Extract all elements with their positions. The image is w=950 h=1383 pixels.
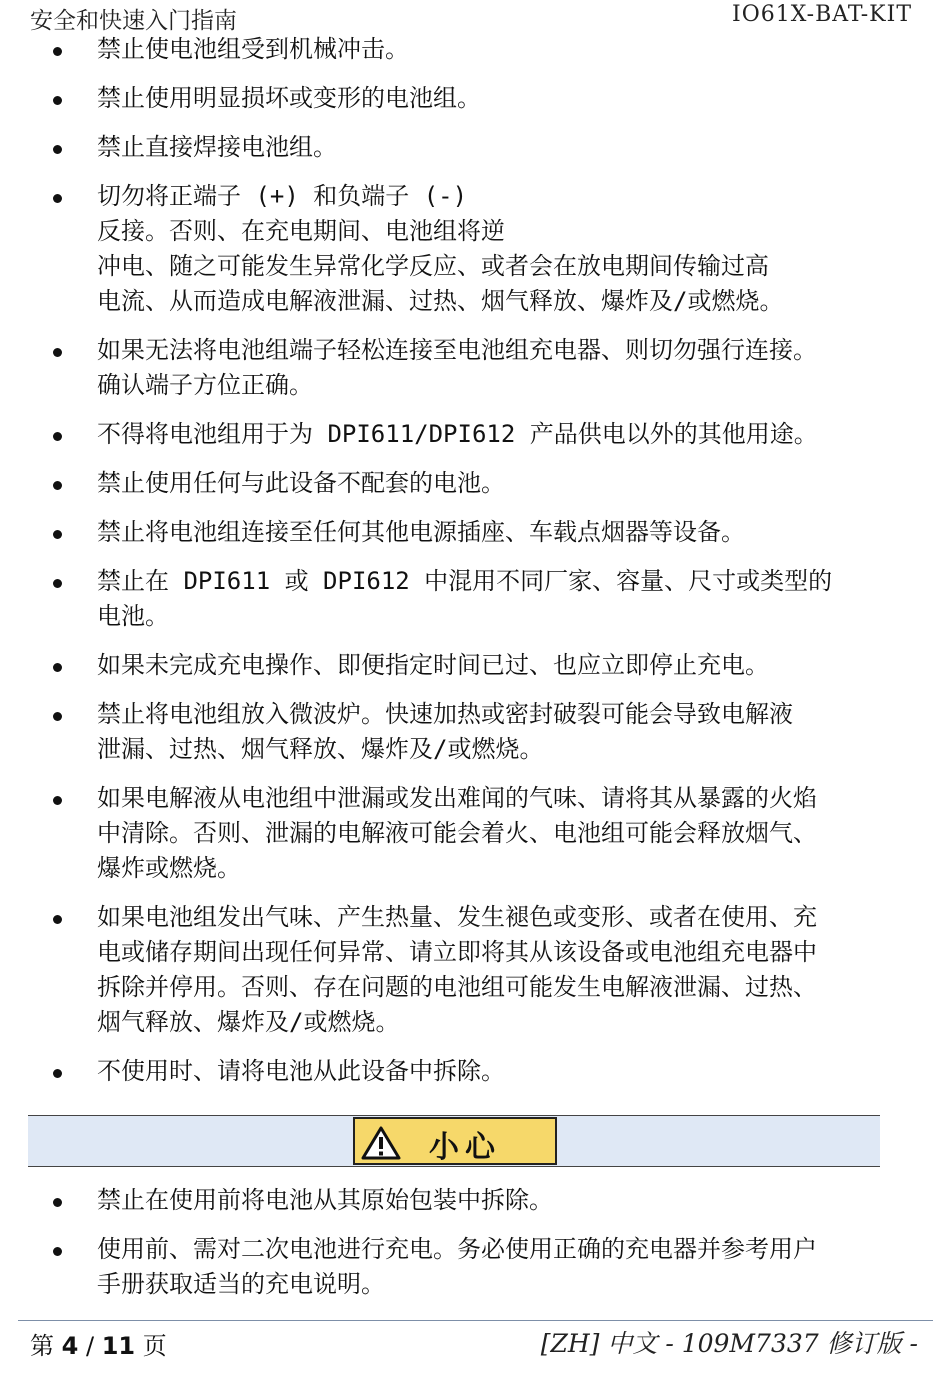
page-total: 11 xyxy=(101,1332,136,1360)
list-item-text: 禁止使用任何与此设备不配套的电池。 xyxy=(97,469,505,497)
list-item-text: 切勿将正端子 (+) 和负端子 (-) 反接。否则、在充电期间、电池组将逆 冲电、随之可能发生异常化学反应、或者会在放电期间传输过高 电流、从而造成电解液泄漏、过热、烟气释放、爆炸及/或燃烧。 xyxy=(97,182,784,315)
document-revision-info: [ZH] 中文 - 109M7337 修订版 - xyxy=(540,1329,918,1358)
warning-triangle-icon xyxy=(361,1126,401,1160)
bullet-dot-icon xyxy=(53,712,62,721)
list-item xyxy=(0,1232,950,1302)
bullet-dot-icon xyxy=(53,348,62,357)
document-title: 安全和快速入门指南 xyxy=(30,8,237,34)
bullet-dot-icon xyxy=(53,915,62,924)
bullet-dot-icon xyxy=(53,481,62,490)
list-item-text: 如果无法将电池组端子轻松连接至电池组充电器、则切勿强行连接。 确认端子方位正确。 xyxy=(97,336,817,399)
bullet-dot-icon xyxy=(53,663,62,672)
bullet-dot-icon xyxy=(53,579,62,588)
caution-box xyxy=(353,1117,557,1165)
list-item-text: 禁止将电池组放入微波炉。快速加热或密封破裂可能会导致电解液 泄漏、过热、烟气释放、爆炸及/或燃烧。 xyxy=(97,700,793,763)
list-item xyxy=(0,466,950,501)
list-item-text: 不得将电池组用于为 DPI611/DPI612 产品供电以外的其他用途。 xyxy=(97,420,818,448)
page-separator: / xyxy=(85,1332,95,1360)
bullet-dot-icon xyxy=(53,796,62,805)
safety-bullet-list xyxy=(0,32,950,1103)
footer-divider xyxy=(18,1320,933,1321)
page-header xyxy=(0,0,950,34)
list-item xyxy=(0,81,950,116)
list-item-text: 禁止直接焊接电池组。 xyxy=(97,133,337,161)
list-item xyxy=(0,130,950,165)
list-item xyxy=(0,515,950,550)
list-item xyxy=(0,781,950,886)
page-prefix: 第 xyxy=(30,1332,54,1360)
list-item-text: 禁止将电池组连接至任何其他电源插座、车载点烟器等设备。 xyxy=(97,518,745,546)
list-item-text: 如果未完成充电操作、即便指定时间已过、也应立即停止充电。 xyxy=(97,651,769,679)
list-item xyxy=(0,1054,950,1089)
list-item xyxy=(0,648,950,683)
list-item xyxy=(0,697,950,767)
list-item-text: 使用前、需对二次电池进行充电。务必使用正确的充电器并参考用户 手册获取适当的充电说明。 xyxy=(97,1235,817,1298)
list-item-text: 不使用时、请将电池从此设备中拆除。 xyxy=(97,1057,505,1085)
bullet-dot-icon xyxy=(53,432,62,441)
bullet-dot-icon xyxy=(53,1069,62,1078)
bullet-dot-icon xyxy=(53,530,62,539)
page-number xyxy=(30,1326,167,1361)
bullet-dot-icon xyxy=(53,194,62,203)
bullet-dot-icon xyxy=(53,1247,62,1256)
list-item-text: 如果电池组发出气味、产生热量、发生褪色或变形、或者在使用、充 电或储存期间出现任何异常、请立即将其从该设备或电池组充电器中 拆除并停用。否则、存在问题的电池组可能发生电解液泄漏、过热、 烟气释放、爆炸及/或燃烧。 xyxy=(97,903,817,1036)
list-item xyxy=(0,179,950,319)
caution-label: 小心 xyxy=(429,1130,501,1165)
bullet-dot-icon xyxy=(53,1198,62,1207)
caution-bullet-list xyxy=(0,1183,950,1316)
caution-banner xyxy=(28,1115,880,1167)
bullet-dot-icon xyxy=(53,145,62,154)
list-item xyxy=(0,32,950,67)
list-item-text: 禁止使用明显损坏或变形的电池组。 xyxy=(97,84,481,112)
list-item xyxy=(0,1183,950,1218)
list-item-text: 禁止在使用前将电池从其原始包装中拆除。 xyxy=(97,1186,553,1214)
list-item-text: 禁止在 DPI611 或 DPI612 中混用不同厂家、容量、尺寸或类型的 电池。 xyxy=(97,567,833,630)
list-item xyxy=(0,564,950,634)
list-item-text: 禁止使电池组受到机械冲击。 xyxy=(97,35,409,63)
document-code: IO61X-BAT-KIT xyxy=(732,2,912,27)
list-item-text: 如果电解液从电池组中泄漏或发出难闻的气味、请将其从暴露的火焰 中清除。否则、泄漏的电解液可能会着火、电池组可能会释放烟气、 爆炸或燃烧。 xyxy=(97,784,817,882)
list-item xyxy=(0,333,950,403)
page-suffix: 页 xyxy=(142,1332,167,1360)
list-item xyxy=(0,900,950,1040)
bullet-dot-icon xyxy=(53,96,62,105)
list-item xyxy=(0,417,950,452)
bullet-dot-icon xyxy=(53,47,62,56)
page-current: 4 xyxy=(61,1332,79,1360)
